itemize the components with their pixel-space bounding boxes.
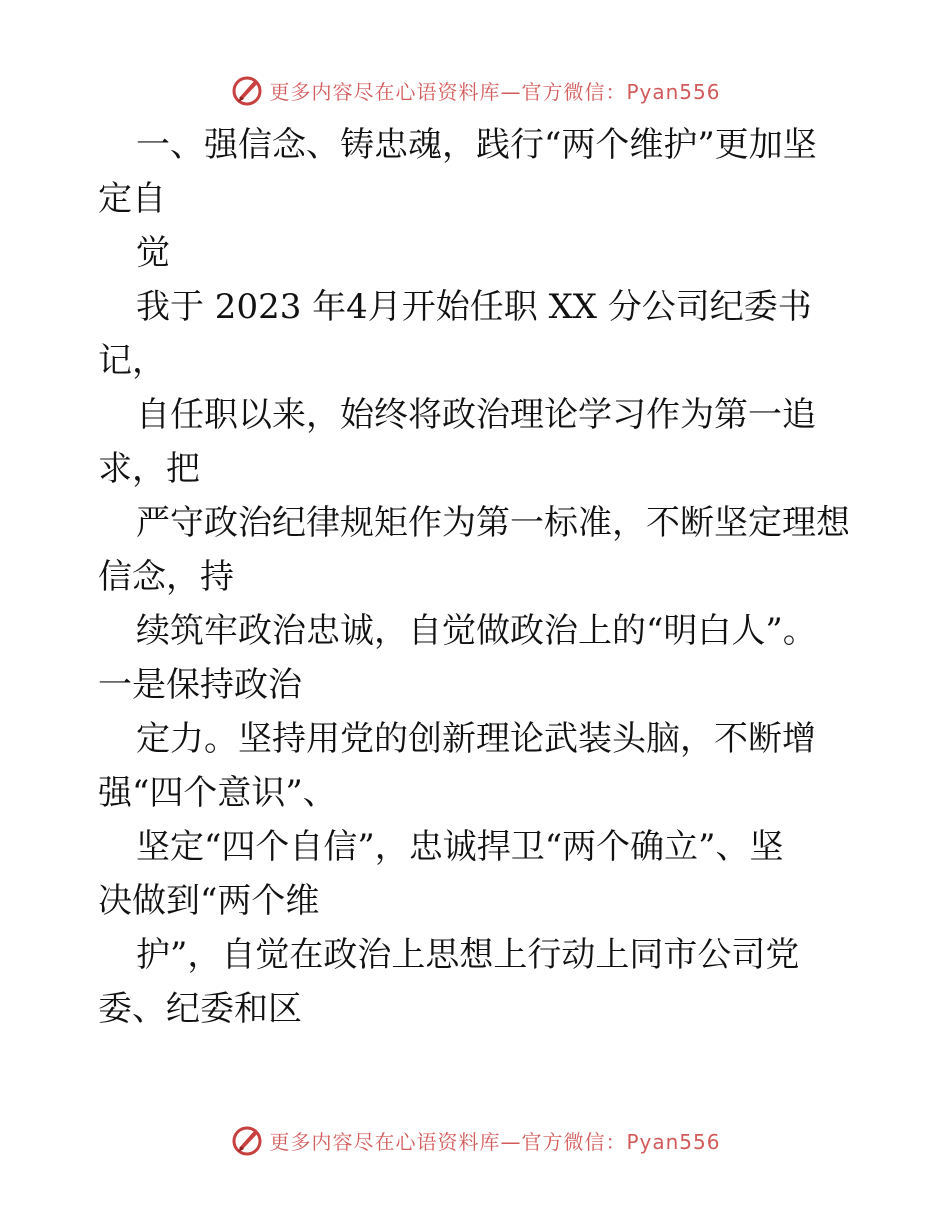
text-line: 委、纪委和区 <box>98 989 302 1029</box>
banner-text: 更多内容尽在心语资料库—官方微信：Pyan556 <box>269 1129 721 1154</box>
header-banner <box>0 70 950 110</box>
text-line: 一、强信念、铸忠魂，践行“两个维护”更加坚 <box>136 125 817 165</box>
text-line: 决做到“两个维 <box>98 881 320 921</box>
quill-seal-icon <box>229 72 265 108</box>
text-line: 我于 2023 年4月开始任职 XX 分公司纪委书 <box>136 287 812 327</box>
text-line: 一是保持政治 <box>98 665 302 705</box>
text-line: 求，把 <box>98 449 200 489</box>
text-line: 强“四个意识”、 <box>98 773 337 813</box>
footer-banner <box>0 1120 950 1160</box>
banner-text: 更多内容尽在心语资料库—官方微信：Pyan556 <box>269 79 721 104</box>
document-body <box>98 118 858 1036</box>
text-line: 续筑牢政治忠诚，自觉做政治上的“明白人”。 <box>136 611 817 651</box>
text-line: 觉 <box>136 233 170 273</box>
text-line: 坚定“四个自信”，忠诚捍卫“两个确立”、坚 <box>136 827 784 867</box>
text-line: 信念，持 <box>98 557 234 597</box>
quill-seal-icon <box>229 1122 265 1158</box>
text-line: 严守政治纪律规矩作为第一标准，不断坚定理想 <box>136 503 850 543</box>
text-line: 自任职以来，始终将政治理论学习作为第一追 <box>136 395 816 435</box>
text-line: 记， <box>98 341 166 381</box>
text-line: 定力。坚持用党的创新理论武装头脑，不断增 <box>136 719 816 759</box>
text-line: 定自 <box>98 179 166 219</box>
text-line: 护”，自觉在政治上思想上行动上同市公司党 <box>136 935 800 975</box>
